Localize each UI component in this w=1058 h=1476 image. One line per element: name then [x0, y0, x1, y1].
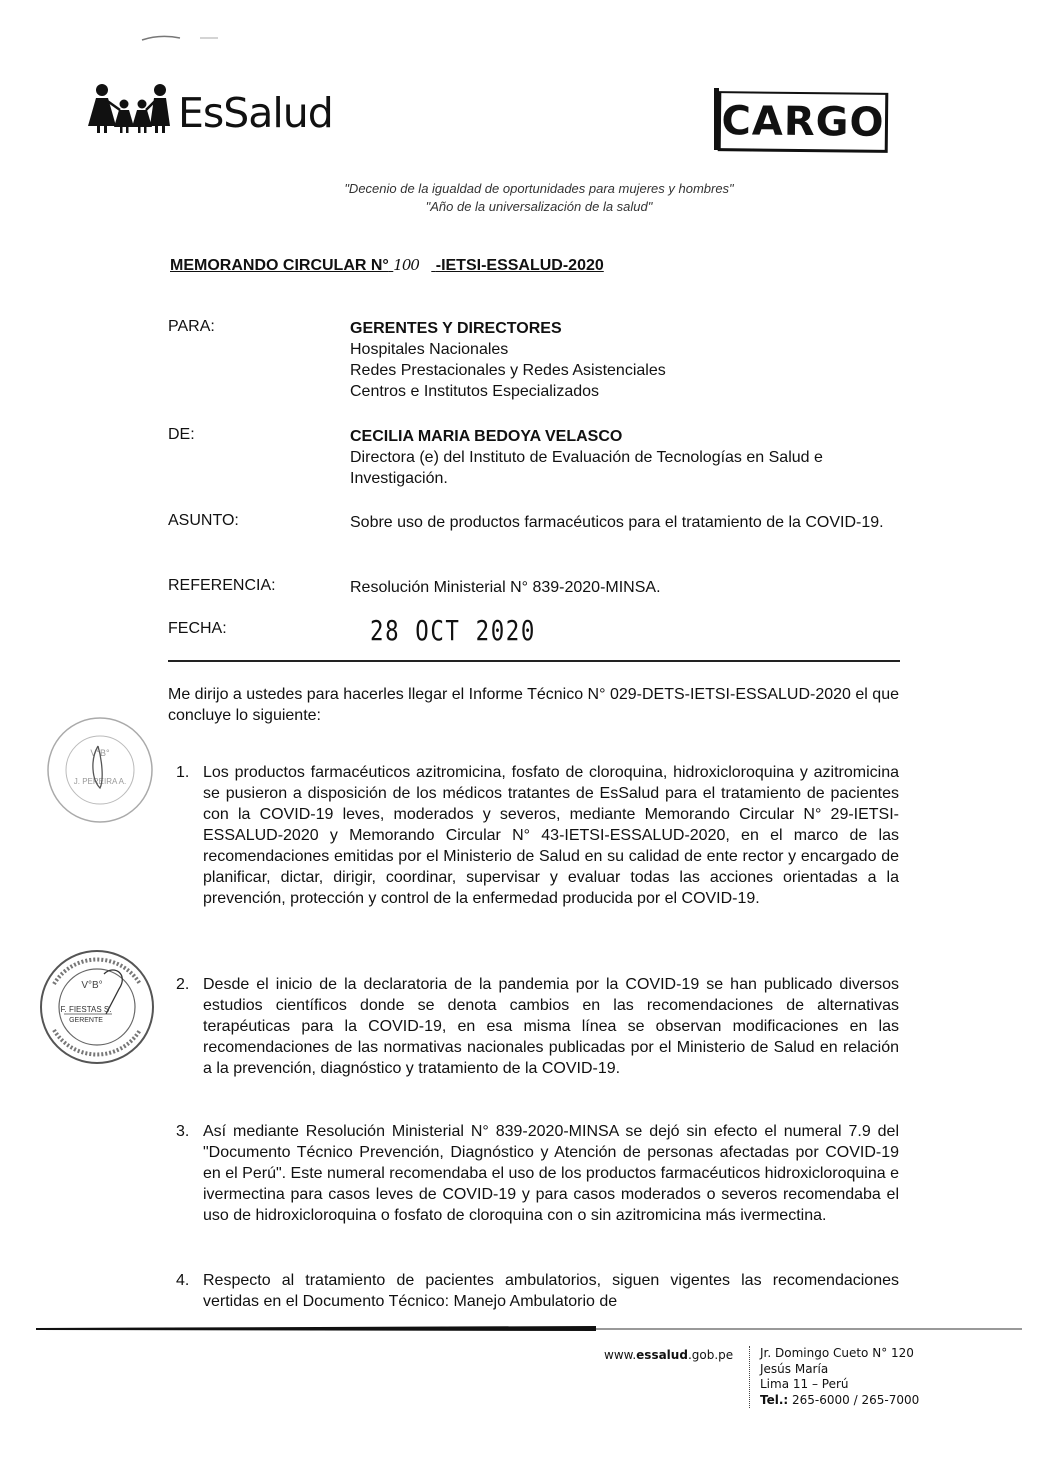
para-line: Centros e Institutos Especializados — [350, 383, 600, 400]
para-heading: GERENTES Y DIRECTORES — [350, 320, 562, 337]
de-label: DE: — [168, 426, 195, 443]
cargo-stamp: CARGO — [718, 91, 889, 153]
stamp2-top-text: V°B° — [81, 980, 103, 991]
stamp2-role-text: GERENTE — [69, 1017, 103, 1024]
address-line: Lima 11 – Perú — [760, 1377, 849, 1391]
address-line: Jr. Domingo Cueto N° 120 — [760, 1346, 914, 1360]
item-number: 4. — [176, 1272, 190, 1289]
intro-paragraph: Me dirijo a ustedes para hacerles llegar el Informe Técnico N° 029-DETS-IETSI-ESSALUD-2020 el que concluye lo siguiente: — [168, 686, 899, 724]
item-text: Los productos farmacéuticos azitromicina, fosfato de cloroquina, hidroxicloroquina y azitromicina se pusieron a disposición de los médicos tratantes de EsSalud para el tratamiento de pacientes con la COVID-19 leves, moderados y severos, mediante Memorando Circular N° 29-IETSI-ESSALUD-2020 y Memorando Circular N° 43-IETSI-ESSALUD-2020, en el marco de las recomendaciones emitidas por el Ministerio de Salud en su calidad de ente rector y encargado de planificar, dictar, dirigir, coordinar, supervisar y evaluar todas las acciones orientadas a la prevención, protección y control de la enfermedad producida por el COVID-19. — [203, 764, 899, 907]
asunto-label: ASUNTO: — [168, 512, 239, 529]
de-name: CECILIA MARIA BEDOYA VELASCO — [350, 428, 623, 445]
approval-stamp-2 — [34, 944, 160, 1070]
stamp1-top-text: V°B° — [90, 748, 110, 758]
essalud-logo — [86, 82, 333, 137]
fecha-stamp: 28 OCT 2020 — [370, 614, 536, 647]
footer-address — [760, 1346, 919, 1408]
list-item — [176, 762, 899, 909]
para-block — [350, 318, 666, 402]
item-number: 1. — [176, 764, 190, 781]
mottos — [0, 180, 1058, 216]
stamp1-bottom-text: J. PEREIRA A. — [73, 777, 127, 786]
para-line: Hospitales Nacionales — [350, 341, 509, 358]
web-suffix: .gob.pe — [687, 1348, 734, 1362]
footer-separator — [749, 1346, 751, 1408]
list-item — [176, 1121, 899, 1226]
address-line: Jesús María — [760, 1361, 829, 1376]
fecha-label: FECHA: — [168, 620, 227, 637]
referencia-label: REFERENCIA: — [168, 577, 276, 594]
scan-mark — [140, 30, 220, 44]
list-item — [176, 974, 899, 1079]
web-bold: essalud — [636, 1348, 688, 1362]
motto-line-1: "Decenio de la igualdad de oportunidades para mujeres y hombres" — [344, 181, 734, 196]
logo-text: EsSalud — [178, 89, 333, 137]
asunto-text: Sobre uso de productos farmacéuticos para el tratamiento de la COVID-19. — [350, 514, 884, 531]
phone-line — [760, 1393, 919, 1409]
para-label: PARA: — [168, 318, 215, 335]
memo-title-prefix: MEMORANDO CIRCULAR N° — [170, 257, 389, 274]
memo-title-suffix: -IETSI-ESSALUD-2020 — [435, 257, 604, 274]
item-text: Desde el inicio de la declaratoria de la pandemia por la COVID-19 se han publicado diversos estudios científicos donde se denota cambios en las recomendaciones de alternativas terapéuticas para la COVID-19, en esa misma línea se observan modificaciones en las recomendaciones de las normativas nacionales publicadas por el Ministerio de Salud en relación a la prevención, diagnóstico y tratamiento de la COVID-19. — [203, 976, 899, 1077]
de-block — [350, 426, 900, 489]
list-item — [176, 1270, 899, 1312]
web-prefix: www. — [604, 1348, 637, 1362]
memo-number-handwritten: 100 — [393, 256, 419, 274]
phone-label: Tel.: — [760, 1392, 789, 1407]
stamp2-name-text: F. FIESTAS S. — [60, 1005, 112, 1014]
item-text: Así mediante Resolución Ministerial N° 839-2020-MINSA se dejó sin efecto el numeral 7.9 del "Documento Técnico Prevención, Diagnóstico y Atención de personas afectadas por COVID-19 en el Perú". Este numeral recomendaba el uso de los productos farmacéuticos hidroxicloroquina e ivermectina para casos leves de COVID-19 y para casos moderados o severos recomendaba el uso de hidroxicloroquina o fosfato de cloroquina con o sin azitromicina más ivermectina. — [203, 1123, 899, 1224]
phone-value: 265-6000 / 265-7000 — [788, 1392, 920, 1407]
header-divider — [168, 660, 900, 662]
footer-divider — [36, 1326, 1022, 1332]
item-number: 2. — [176, 976, 190, 993]
memo-title — [170, 256, 604, 275]
de-role: Directora (e) del Instituto de Evaluación de Tecnologías en Salud e Investigación. — [350, 449, 823, 487]
approval-stamp-1 — [40, 710, 160, 830]
family-logo-icon — [86, 82, 176, 134]
item-text: Respecto al tratamiento de pacientes ambulatorios, siguen vigentes las recomendaciones vertidas en el Documento Técnico: Manejo Ambulatorio de — [203, 1272, 899, 1310]
para-line: Redes Prestacionales y Redes Asistenciales — [350, 362, 666, 379]
footer-website — [604, 1348, 733, 1362]
item-number: 3. — [176, 1123, 190, 1140]
referencia-text: Resolución Ministerial N° 839-2020-MINSA. — [350, 579, 661, 596]
motto-line-2: "Año de la universalización de la salud" — [425, 199, 653, 214]
